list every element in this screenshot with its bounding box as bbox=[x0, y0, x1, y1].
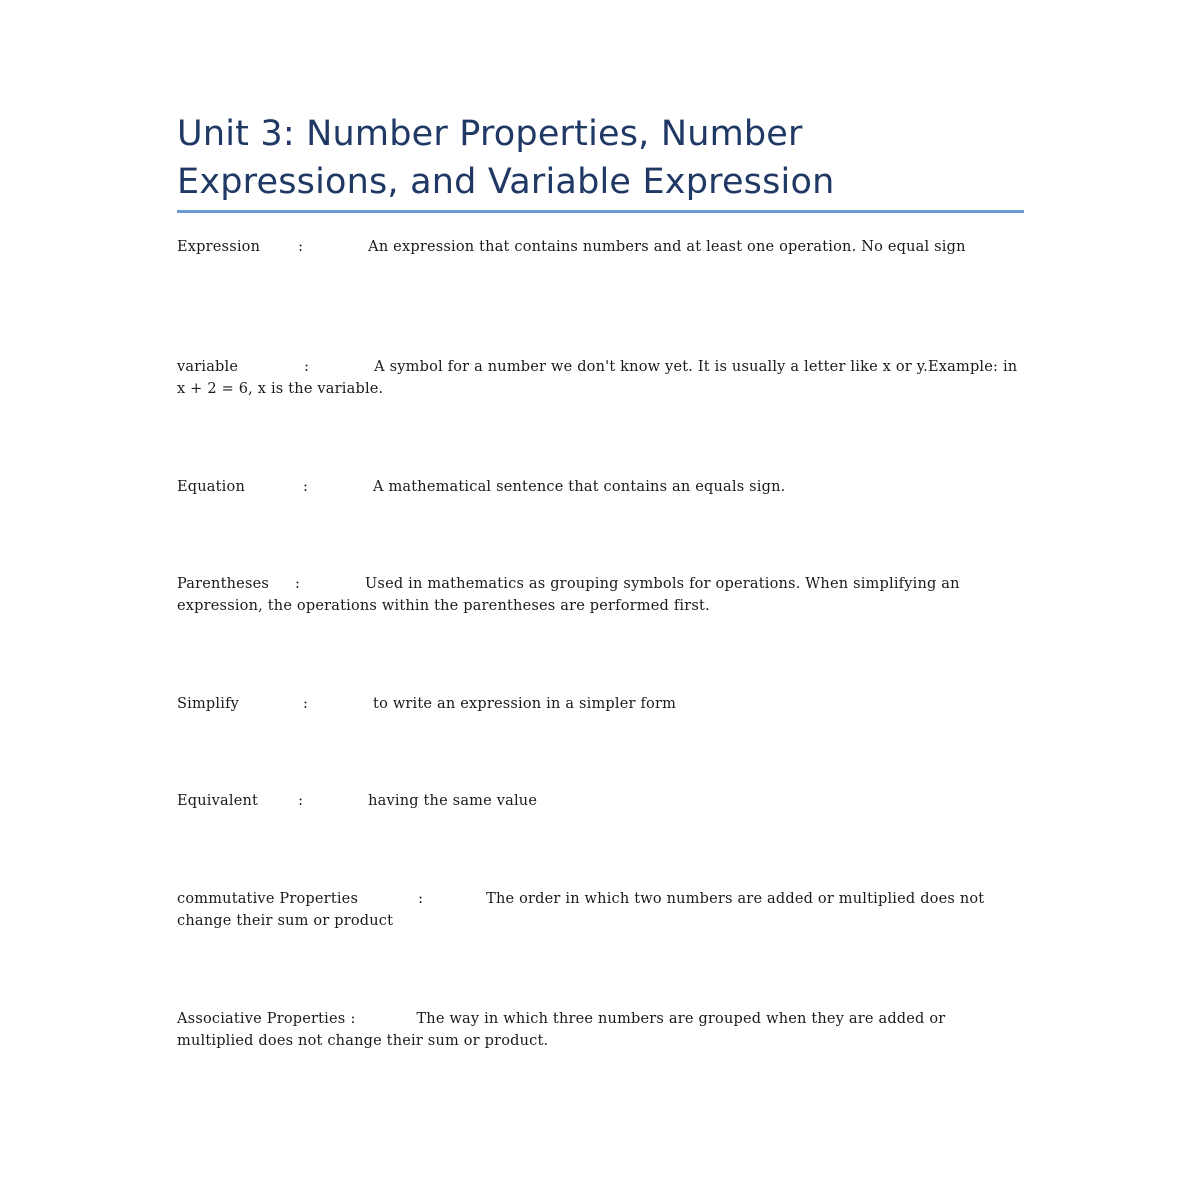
glossary-separator: : bbox=[298, 793, 304, 809]
glossary-separator: : bbox=[418, 891, 424, 907]
glossary-term: Parentheses bbox=[177, 576, 270, 592]
glossary-separator: : bbox=[302, 479, 309, 495]
glossary-definition: to write an expression in a simpler form bbox=[373, 696, 677, 712]
glossary-definition: The way in which three numbers are grouped when they are added or multiplied does not change their sum or product. bbox=[177, 1011, 946, 1049]
glossary-separator: : bbox=[303, 696, 309, 712]
glossary-term: Equivalent bbox=[177, 793, 259, 809]
title-line-2: Expressions, and Variable Expression bbox=[177, 162, 835, 202]
glossary-entry-parentheses bbox=[177, 573, 1024, 617]
page-title bbox=[177, 110, 1037, 206]
glossary-entry-equivalent bbox=[177, 790, 1024, 812]
glossary-term: Simplify bbox=[177, 696, 240, 712]
glossary-entry-simplify bbox=[177, 693, 1024, 715]
title-line-1: Unit 3: Number Properties, Number bbox=[177, 114, 803, 154]
glossary-term: Associative Properties bbox=[177, 1011, 346, 1027]
glossary-separator: : bbox=[304, 359, 310, 375]
glossary-term: variable bbox=[177, 359, 239, 375]
glossary-definition: Used in mathematics as grouping symbols for operations. When simplifying an expression, the operations within the parentheses are performed first. bbox=[177, 576, 960, 614]
glossary-separator: : bbox=[298, 239, 304, 255]
glossary-definition: A mathematical sentence that contains an equals sign. bbox=[372, 479, 786, 495]
title-underline-divider bbox=[177, 210, 1024, 213]
glossary-definition: The order in which two numbers are added or multiplied does not change their sum or product bbox=[177, 891, 985, 929]
glossary-term: Expression bbox=[177, 239, 261, 255]
glossary-term: commutative Properties bbox=[177, 891, 359, 907]
glossary-separator: : bbox=[295, 576, 301, 592]
glossary-definition: having the same value bbox=[368, 793, 538, 809]
glossary-entry-associative-properties bbox=[177, 1008, 1024, 1052]
glossary-entry-commutative-properties bbox=[177, 888, 1024, 932]
glossary-entry-equation bbox=[177, 476, 1024, 498]
glossary-definition: An expression that contains numbers and at least one operation. No equal sign bbox=[368, 239, 966, 255]
glossary-term: Equation bbox=[177, 479, 245, 495]
glossary-entry-variable bbox=[177, 356, 1024, 400]
glossary-definition: A symbol for a number we don't know yet. It is usually a letter like x or y.Example: in x + 2 = 6, x is the variable. bbox=[177, 359, 1018, 397]
glossary-separator: : bbox=[350, 1011, 356, 1027]
glossary-entry-expression bbox=[177, 236, 1024, 258]
